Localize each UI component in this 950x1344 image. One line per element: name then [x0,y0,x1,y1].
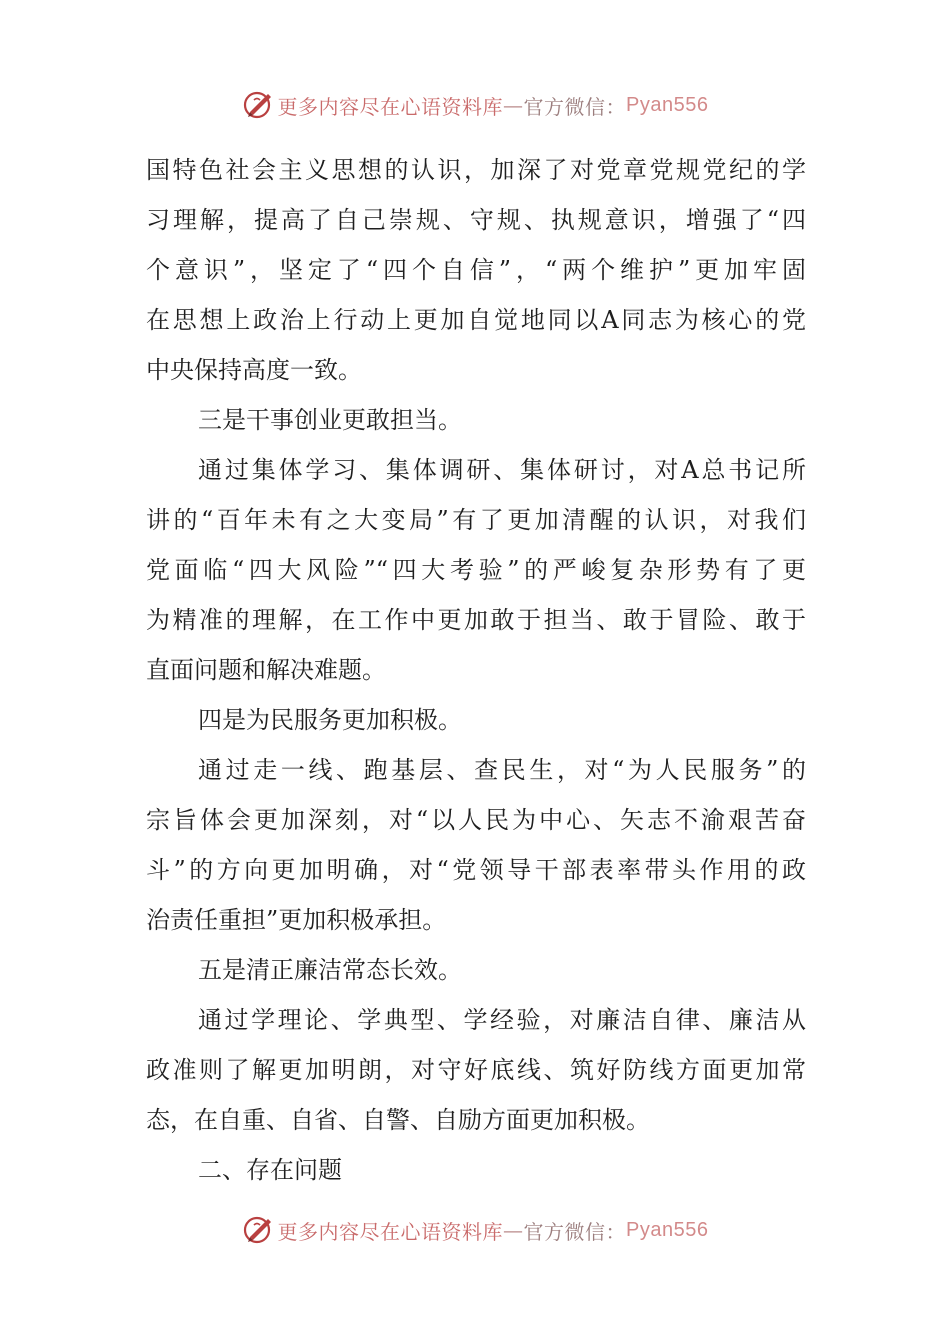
section-heading: 三是干事创业更敢担当。 [198,406,462,434]
header-banner-wechat-id: Pyan556 [626,93,709,116]
body-line: 直面问题和解决难题。 [146,656,386,684]
body-line: 个意识”，坚定了“四个自信”，“两个维护”更加牢固 [146,256,806,284]
body-line: 讲的“百年未有之大变局”有了更加清醒的认识，对我们 [146,506,806,534]
footer-banner-wechat-id: Pyan556 [626,1218,709,1241]
body-line: 党面临“四大风险”“四大考验”的严峻复杂形势有了更 [146,556,806,584]
header-banner-site: 更多内容尽在心语资料库 [277,94,504,119]
body-line: 政准则了解更加明朗，对守好底线、筑好防线方面更加常 [146,1056,806,1084]
body-line: 斗”的方向更加明确，对“党领导干部表率带头作用的政 [146,856,806,884]
footer-banner-dash: — [503,1218,524,1242]
body-line: 通过走一线、跑基层、查民生，对“为人民服务”的 [198,756,806,784]
section-heading: 五是清正廉洁常态长效。 [198,956,462,984]
footer-banner-label: 官方微信： [523,1219,627,1244]
section-heading: 四是为民服务更加积极。 [198,706,462,734]
header-watermark-banner [0,85,950,125]
body-line: 习理解，提高了自己崇规、守规、执规意识，增强了“四 [146,206,806,234]
document-body [146,145,806,1195]
body-line: 通过学理论、学典型、学经验，对廉洁自律、廉洁从 [198,1006,806,1034]
header-banner-dash: — [503,93,524,117]
body-line: 为精准的理解，在工作中更加敢于担当、敢于冒险、敢于 [146,606,806,634]
footer-banner-site: 更多内容尽在心语资料库 [277,1219,504,1244]
body-line: 治责任重担”更加积极承担。 [146,906,447,934]
body-line: 中央保持高度一致。 [146,356,362,384]
body-line: 通过集体学习、集体调研、集体研讨，对A总书记所 [198,456,806,484]
body-line: 国特色社会主义思想的认识，加深了对党章党规党纪的学 [146,156,806,184]
body-line: 在思想上政治上行动上更加自觉地同以A同志为核心的党 [146,306,806,334]
header-banner-label: 官方微信： [523,94,627,119]
pen-logo-icon [242,88,276,122]
pen-logo-icon [242,1213,276,1247]
footer-watermark-banner [0,1210,950,1250]
section-heading: 二、存在问题 [198,1156,342,1184]
body-line: 宗旨体会更加深刻，对“以人民为中心、矢志不渝艰苦奋 [146,806,806,834]
body-line: 态，在自重、自省、自警、自励方面更加积极。 [146,1106,650,1134]
